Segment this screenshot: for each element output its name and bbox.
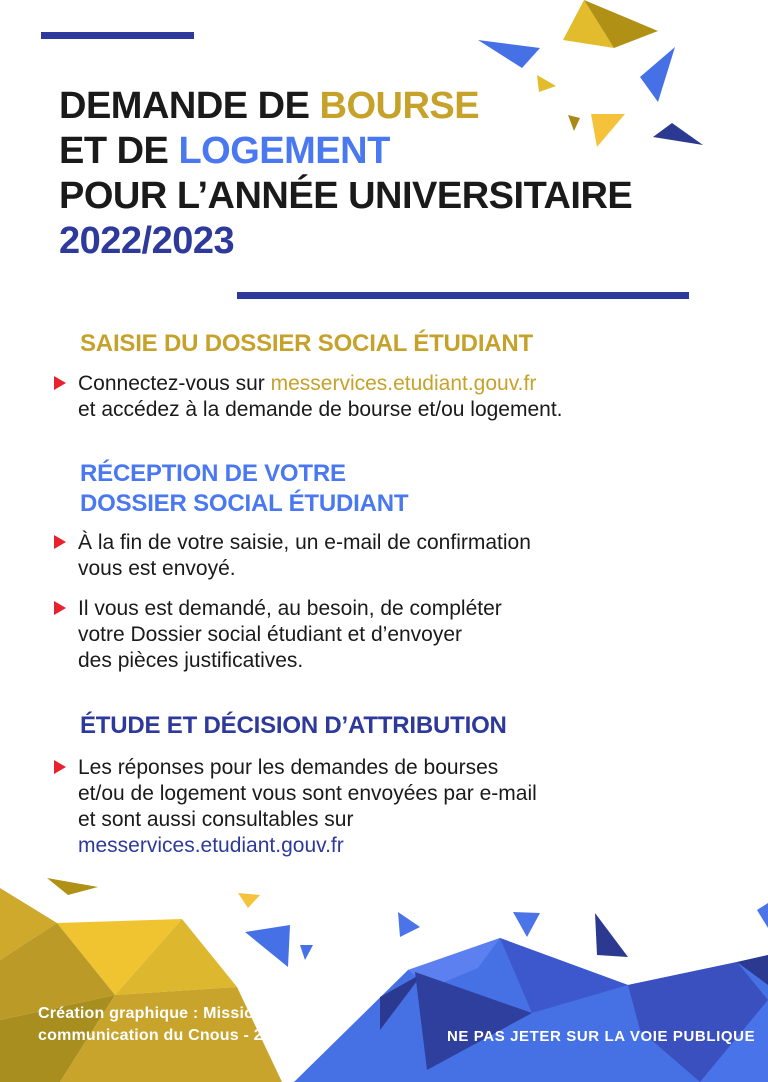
credit-line-2: communication du Cnous - 2021	[38, 1027, 291, 1044]
bullet-item-completer-dossier	[54, 596, 502, 674]
star-triangle-blue-right	[640, 47, 675, 102]
title-line2-main: ET DE	[59, 130, 179, 172]
heading-line: DOSSIER SOCIAL ÉTUDIANT	[80, 490, 409, 517]
section-heading-saisie: SAISIE DU DOSSIER SOCIAL ÉTUDIANT	[80, 330, 534, 357]
bullet-line: À la fin de votre saisie, un e-mail de confirmation	[78, 531, 531, 554]
link-messervices-gold[interactable]: messervices.etudiant.gouv.fr	[270, 372, 537, 395]
bullet-line: Les réponses pour les demandes de bourses	[78, 756, 499, 779]
bullet-item-reponses	[54, 755, 537, 859]
bullet-line: et/ou de logement vous sont envoyées par e-mail	[78, 782, 537, 805]
divider-line	[237, 292, 689, 299]
title-line-3: POUR L’ANNÉE UNIVERSITAIRE	[59, 175, 633, 217]
bullet-text	[78, 755, 537, 859]
title-line1-main: DEMANDE DE	[59, 85, 320, 127]
top-accent-bar	[41, 32, 194, 39]
link-messervices-navy[interactable]: messervices.etudiant.gouv.fr	[78, 834, 344, 857]
bottom-polygon-art	[0, 870, 768, 1082]
bullet-line: vous est envoyé.	[78, 557, 236, 580]
blue-poly-mountain	[294, 938, 768, 1082]
bullet-arrow-icon	[54, 601, 66, 615]
bullet-item-connectez	[54, 371, 563, 423]
bullet-line	[78, 371, 563, 397]
heading-line: RÉCEPTION DE VOTRE	[80, 460, 346, 487]
bullet-text	[78, 530, 531, 582]
title-line2-accent: LOGEMENT	[178, 130, 390, 172]
bullet-arrow-icon	[54, 760, 66, 774]
title-line-2	[59, 129, 632, 174]
bullet-line: et sont aussi consultables sur	[78, 808, 354, 831]
bullet-text	[78, 596, 502, 674]
credit-text	[38, 1003, 290, 1047]
bullet-arrow-icon	[54, 535, 66, 549]
section-heading-reception	[80, 459, 408, 519]
credit-line-1: Création graphique : Mission	[38, 1005, 265, 1022]
page-title	[59, 84, 632, 264]
bullet-arrow-icon	[54, 376, 66, 390]
bullet-text-prefix: Connectez-vous sur	[78, 372, 271, 395]
bullet-item-email-confirmation	[54, 530, 531, 582]
public-notice-text: NE PAS JETER SUR LA VOIE PUBLIQUE	[447, 1028, 756, 1045]
yellow-poly-mountain	[0, 888, 282, 1082]
bullet-line: et accédez à la demande de bourse et/ou logement.	[78, 398, 563, 421]
star-triangle-navy	[653, 123, 703, 145]
bullet-line: votre Dossier social étudiant et d’envoyer	[78, 623, 463, 646]
title-line1-accent: BOURSE	[319, 85, 480, 127]
section-heading-etude: ÉTUDE ET DÉCISION D’ATTRIBUTION	[80, 712, 507, 739]
title-line-1	[59, 84, 632, 129]
bullet-line: des pièces justificatives.	[78, 649, 304, 672]
bullet-line: Il vous est demandé, au besoin, de compléter	[78, 597, 502, 620]
bullet-text	[78, 371, 563, 423]
title-year: 2022/2023	[59, 220, 235, 262]
star-triangle-blue-left	[478, 40, 540, 68]
